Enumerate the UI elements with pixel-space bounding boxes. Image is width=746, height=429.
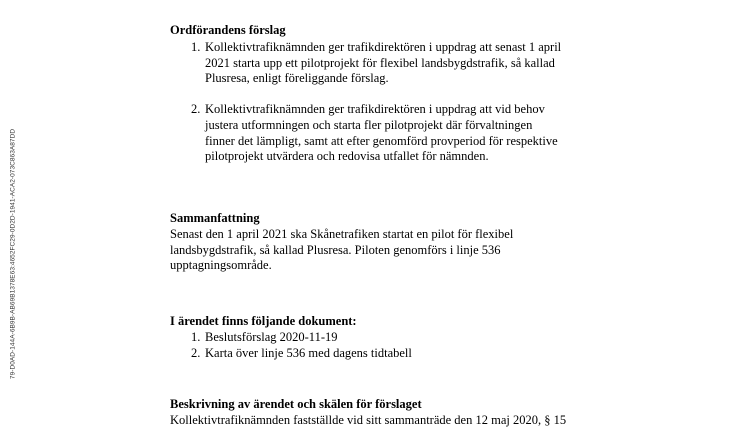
proposal-item-line: 2021 starta upp ett pilotprojekt för flexibel landsbygdstrafik, så kallad — [205, 55, 555, 70]
proposal-item-line: Plusresa, enligt föreliggande förslag. — [205, 71, 389, 86]
proposal-item-line: Kollektivtrafiknämnden ger trafikdirektören i uppdrag att vid behov — [205, 102, 545, 117]
document-item-number: 1. — [191, 330, 201, 344]
document-side-identifier: 79-D0AD-144A-6B9B-AB69B1378E63:4652FC29-0D2D-1941-ACA2-073C863A87DD — [9, 128, 17, 380]
description-heading: Beskrivning av ärendet och skälen för förslaget — [170, 397, 422, 411]
proposal-item — [170, 102, 561, 164]
summary-line: upptagningsområde. — [170, 258, 272, 273]
proposal-list — [170, 40, 561, 165]
document-item-text: Karta över linje 536 med dagens tidtabell — [205, 345, 412, 360]
summary-text — [170, 227, 640, 274]
documents-list — [170, 330, 412, 361]
proposal-item-number: 2. — [191, 102, 201, 117]
list-spacer — [170, 87, 561, 103]
description-line: Kollektivtrafiknämnden fastställde vid sitt sammanträde den 12 maj 2020, § 15 — [170, 413, 567, 427]
proposal-item-line: Kollektivtrafiknämnden ger trafikdirektören i uppdrag att senast 1 april — [205, 40, 562, 54]
description-text — [170, 413, 640, 429]
summary-line: Senast den 1 april 2021 ska Skånetrafiken startat en pilot för flexibel — [170, 227, 514, 241]
document-item — [170, 346, 412, 362]
proposal-heading: Ordförandens förslag — [170, 23, 286, 37]
summary-line: landsbygdstrafik, så kallad Plusresa. Piloten genomförs i linje 536 — [170, 242, 501, 257]
proposal-item-number: 1. — [191, 40, 201, 54]
proposal-item — [170, 40, 561, 87]
proposal-item-line: justera utformningen och starta fler pilotprojekt där förvaltningen — [205, 117, 533, 132]
proposal-item-line: finner det lämpligt, samt att efter genomförd provperiod för respektive — [205, 133, 558, 148]
documents-heading: I ärendet finns följande dokument: — [170, 314, 357, 328]
document-item-text: Beslutsförslag 2020-11-19 — [205, 330, 338, 344]
proposal-item-line: pilotprojekt utvärdera och redovisa utfallet för nämnden. — [205, 149, 489, 164]
document-item-number: 2. — [191, 345, 201, 360]
summary-heading: Sammanfattning — [170, 211, 260, 225]
document-item — [170, 330, 412, 346]
